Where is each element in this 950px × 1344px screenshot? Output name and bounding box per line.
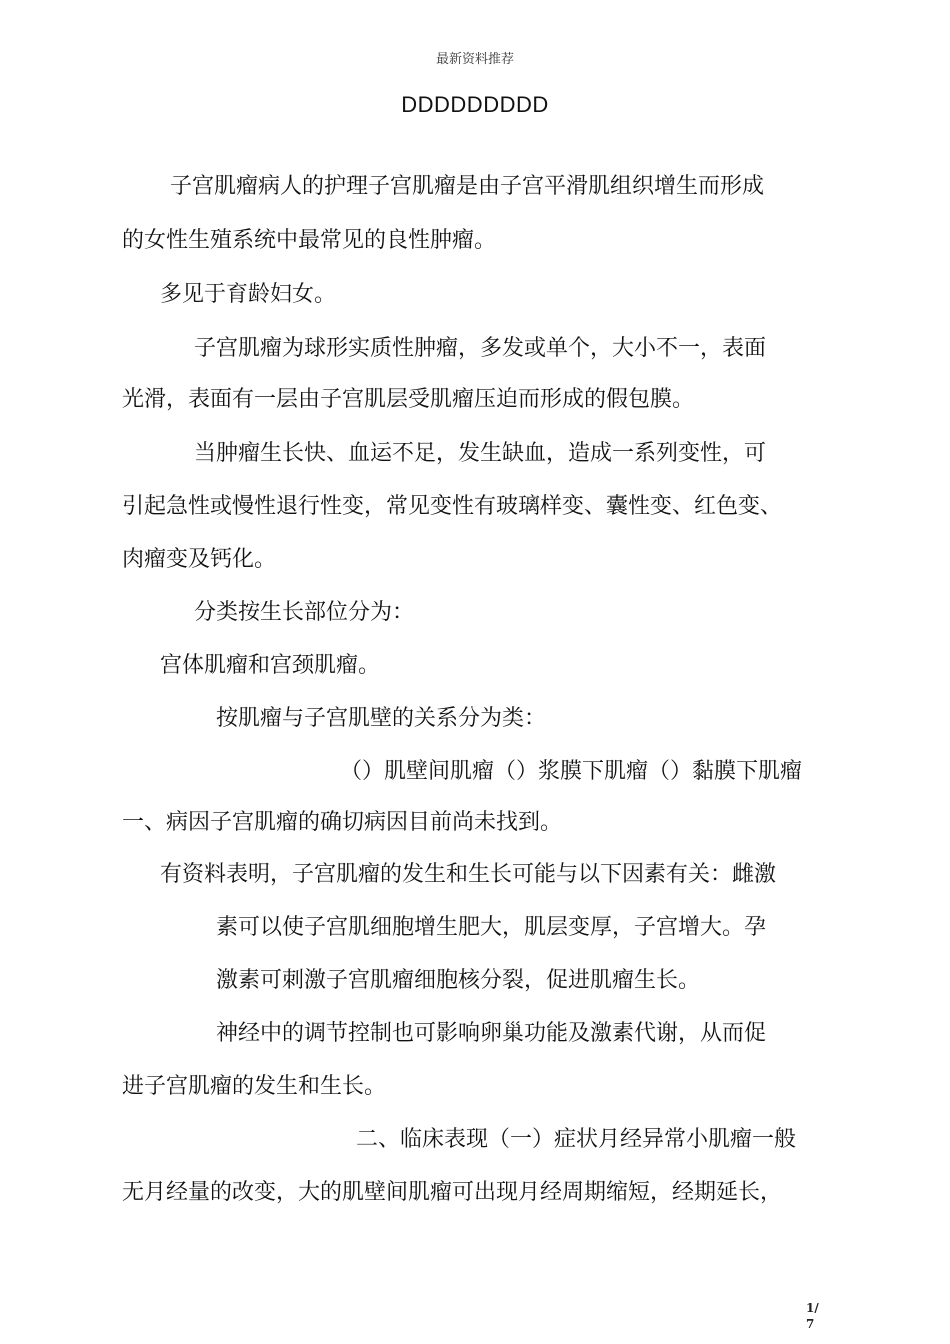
text-line: 素可以使子宫肌细胞增生肥大，肌层变厚，子宫增大。孕 [216, 915, 767, 940]
text-line: 光滑，表面有一层由子宫肌层受肌瘤压迫而形成的假包膜。 [122, 387, 695, 412]
text-line: 按肌瘤与子宫肌壁的关系分为类： [216, 706, 547, 731]
text-line: 肉瘤变及钙化。 [122, 547, 277, 572]
page-header: 最新资料推荐 [435, 52, 514, 67]
text-line: 引起急性或慢性退行性变，常见变性有玻璃样变、囊性变、红色变、 [122, 494, 783, 519]
page-number [806, 1300, 826, 1332]
text-line: 二、临床表现（一）症状月经异常小肌瘤一般 [356, 1127, 797, 1152]
text-line: 多见于育龄妇女。 [160, 282, 337, 307]
text-line: 进子宫肌瘤的发生和生长。 [122, 1074, 387, 1099]
text-line: 子宫肌瘤病人的护理子宫肌瘤是由子宫平滑肌组织增生而形成 [170, 174, 765, 199]
text-line: （）肌壁间肌瘤（）浆膜下肌瘤（）黏膜下肌瘤 [340, 759, 803, 784]
text-line: 当肿瘤生长快、血运不足，发生缺血，造成一系列变性，可 [194, 441, 767, 466]
text-line: 有资料表明，子宫肌瘤的发生和生长可能与以下因素有关：雌激 [160, 862, 777, 887]
text-line: 分类按生长部位分为： [194, 600, 415, 625]
text-line: 激素可刺激子宫肌瘤细胞核分裂，促进肌瘤生长。 [216, 968, 701, 993]
page-number-total: 7 [806, 1317, 815, 1331]
text-line: 无月经量的改变，大的肌壁间肌瘤可出现月经周期缩短，经期延长， [122, 1180, 783, 1205]
text-line: 宫体肌瘤和宫颈肌瘤。 [160, 653, 381, 678]
text-line: 子宫肌瘤为球形实质性肿瘤，多发或单个，大小不一，表面 [194, 336, 767, 361]
document-title: DDDDDDDDD [401, 92, 549, 117]
text-line: 一、病因子宫肌瘤的确切病因目前尚未找到。 [122, 810, 563, 835]
text-line: 神经中的调节控制也可影响卵巢功能及激素代谢，从而促 [216, 1021, 767, 1046]
page-number-current: 1/ [806, 1301, 819, 1315]
text-line: 的女性生殖系统中最常见的良性肿瘤。 [122, 228, 497, 253]
